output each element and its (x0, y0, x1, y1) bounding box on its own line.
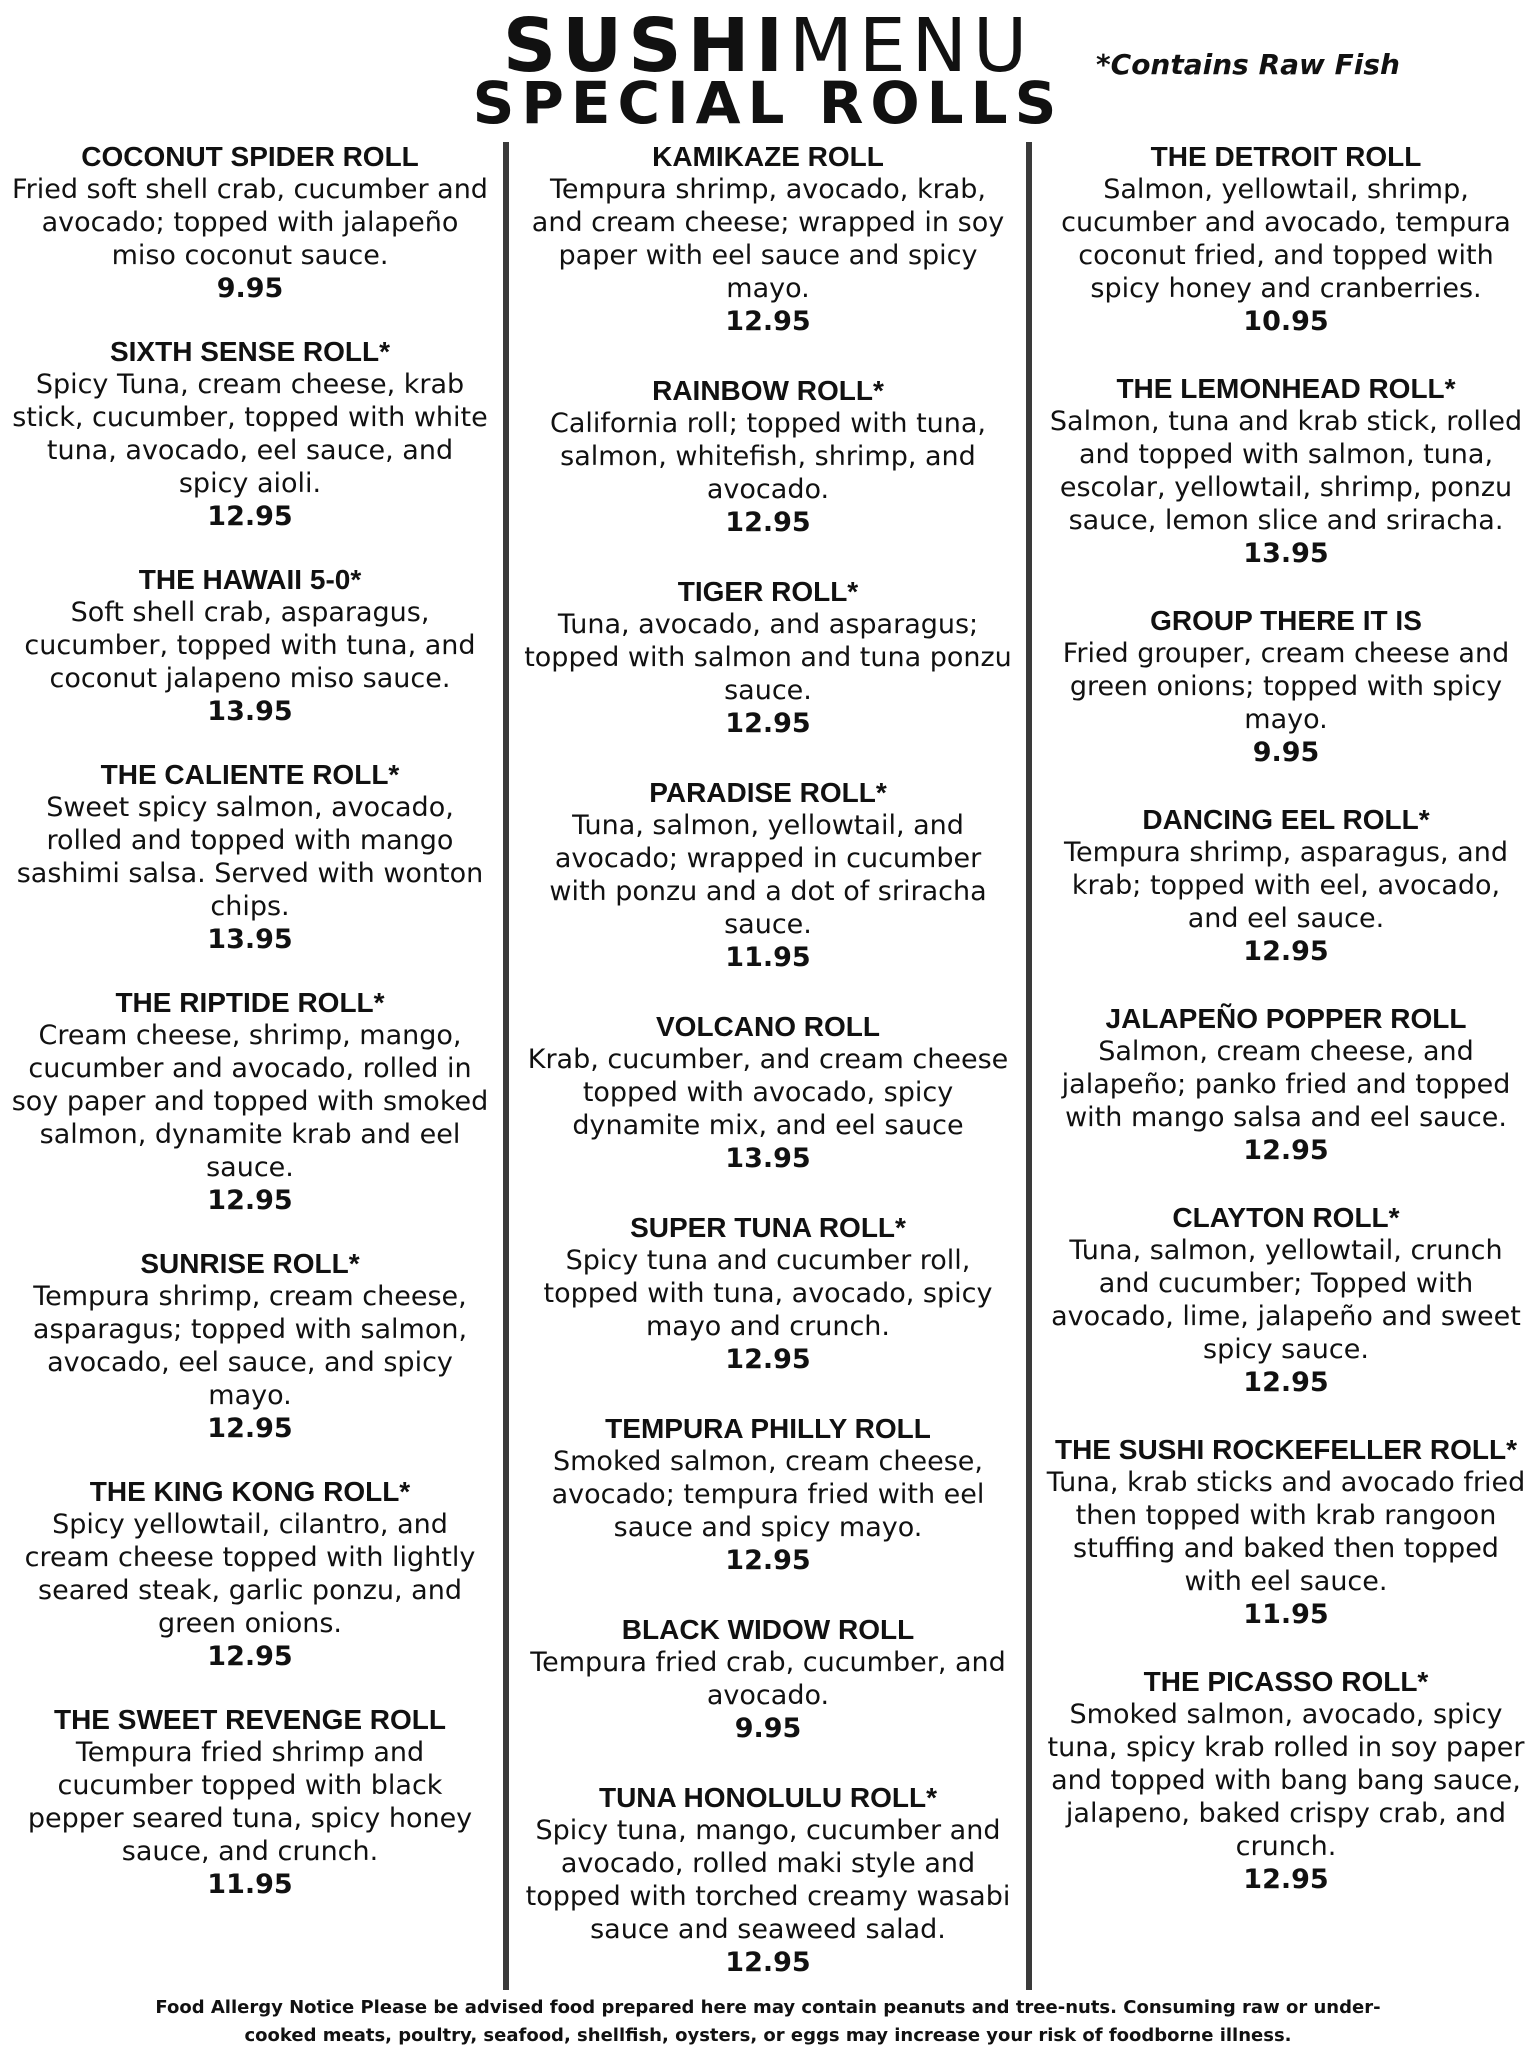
menu-item (522, 140, 1014, 338)
menu-item-price: 13.95 (207, 924, 293, 955)
menu-item-name: THE KING KONG ROLL* (89, 1476, 411, 1507)
menu-item (522, 1412, 1014, 1577)
menu-item-price: 12.95 (207, 1185, 293, 1216)
menu-item-price: 12.95 (1243, 1864, 1329, 1895)
menu-item-description: Salmon, tuna and krab stick, rolled and topped with salmon, tuna, escolar, yellowtail, shrimp, ponzu sauce, lemon slice and sriracha. (1049, 406, 1523, 536)
menu-item-name: THE LEMONHEAD ROLL* (1116, 373, 1456, 404)
menu-item-name: THE HAWAII 5-0* (138, 564, 362, 595)
menu-item (8, 1475, 492, 1673)
menu-item-price: 13.95 (207, 696, 293, 727)
column-divider (503, 142, 509, 1990)
menu-item-description: Tempura shrimp, asparagus, and krab; topped with eel, avocado, and eel sauce. (1064, 837, 1508, 934)
menu-item-name: THE DETROIT ROLL (1150, 141, 1422, 172)
menu-item (8, 758, 492, 956)
menu-item-name: TEMPURA PHILLY ROLL (605, 1413, 931, 1444)
menu-item (1044, 604, 1528, 769)
menu-item (8, 1247, 492, 1445)
menu-header (0, 0, 1536, 140)
menu-item-price: 12.95 (1243, 936, 1329, 967)
menu-item (522, 374, 1014, 539)
menu-item-name: VOLCANO ROLL (656, 1011, 880, 1042)
menu-item (1044, 1665, 1528, 1896)
menu-item-price: 12.95 (725, 1947, 811, 1978)
menu-item-name: SUNRISE ROLL* (140, 1248, 360, 1279)
menu-item-price: 10.95 (1243, 306, 1329, 337)
menu-item-description: Sweet spicy salmon, avocado, rolled and topped with mango sashimi salsa. Served with wonton chips. (16, 792, 484, 922)
menu-item (522, 1211, 1014, 1376)
menu-item-price: 12.95 (725, 306, 811, 337)
menu-item-name: KAMIKAZE ROLL (652, 141, 884, 172)
menu-item (8, 1703, 492, 1901)
menu-item-description: Tuna, krab sticks and avocado fried then topped with krab rangoon stuffing and baked then topped with eel sauce. (1046, 1467, 1526, 1597)
menu-item-description: Tuna, salmon, yellowtail, and avocado; wrapped in cucumber with ponzu and a dot of sriracha sauce. (549, 810, 987, 940)
menu-title-light: MENU (789, 3, 1034, 89)
menu-item-price: 12.95 (207, 1413, 293, 1444)
menu-item (1044, 1201, 1528, 1399)
menu-item (522, 575, 1014, 740)
menu-item (522, 1010, 1014, 1175)
menu-item-description: Fried grouper, cream cheese and green onions; topped with spicy mayo. (1062, 638, 1510, 735)
menu-item-price: 13.95 (725, 1143, 811, 1174)
menu-column-middle (522, 140, 1014, 2015)
menu-item (1044, 372, 1528, 570)
menu-item-name: PARADISE ROLL* (649, 777, 887, 808)
menu-item-price: 9.95 (734, 1713, 802, 1744)
menu-item-description: Spicy Tuna, cream cheese, krab stick, cucumber, topped with white tuna, avocado, eel sauce, and spicy aioli. (12, 369, 488, 499)
menu-item (1044, 140, 1528, 338)
menu-item-price: 9.95 (1252, 737, 1320, 768)
menu-item (8, 335, 492, 533)
menu-column-left (8, 140, 492, 1931)
menu-item-price: 12.95 (207, 501, 293, 532)
menu-item-name: THE SUSHI ROCKEFELLER ROLL* (1054, 1434, 1517, 1465)
menu-item (1044, 803, 1528, 968)
menu-item-name: GROUP THERE IT IS (1150, 605, 1422, 636)
menu-item-description: Tempura fried shrimp and cucumber topped with black pepper seared tuna, spicy honey sauce, and crunch. (27, 1737, 473, 1867)
menu-item-name: SUPER TUNA ROLL* (630, 1212, 906, 1243)
column-divider (1026, 142, 1032, 1990)
menu-item (522, 1781, 1014, 1979)
menu-item-name: DANCING EEL ROLL* (1142, 804, 1430, 835)
menu-item (1044, 1002, 1528, 1167)
menu-item-description: Spicy tuna, mango, cucumber and avocado, rolled maki style and topped with torched creamy wasabi sauce and seaweed salad. (525, 1815, 1011, 1945)
menu-item-price: 12.95 (207, 1641, 293, 1672)
menu-item-description: Tempura shrimp, cream cheese, asparagus; topped with salmon, avocado, eel sauce, and spicy mayo. (32, 1281, 468, 1411)
menu-title-bold: SUSHI (502, 3, 790, 89)
menu-item-description: Smoked salmon, avocado, spicy tuna, spicy krab rolled in soy paper and topped with bang bang sauce, jalapeno, baked crispy crab, and crunch. (1047, 1699, 1525, 1862)
menu-item-description: Soft shell crab, asparagus, cucumber, topped with tuna, and coconut jalapeno miso sauce. (24, 597, 476, 694)
menu-item-description: Tempura fried crab, cucumber, and avocado. (530, 1647, 1006, 1711)
menu-item-description: Tuna, salmon, yellowtail, crunch and cucumber; Topped with avocado, lime, jalapeño and sweet spicy sauce. (1051, 1235, 1521, 1365)
menu-item-description: Cream cheese, shrimp, mango, cucumber and avocado, rolled in soy paper and topped with smoked salmon, dynamite krab and eel sauce. (11, 1020, 489, 1183)
menu-item-name: RAINBOW ROLL* (652, 375, 884, 406)
menu-item-price: 12.95 (725, 1344, 811, 1375)
menu-item-description: Tuna, avocado, and asparagus; topped with salmon and tuna ponzu sauce. (524, 609, 1012, 706)
menu-item-description: Spicy tuna and cucumber roll, topped with tuna, avocado, spicy mayo and crunch. (543, 1245, 993, 1342)
menu-item-price: 11.95 (207, 1869, 293, 1900)
menu-item-name: JALAPEÑO POPPER ROLL (1105, 1003, 1467, 1034)
menu-item-description: Salmon, cream cheese, and jalapeño; panko fried and topped with mango salsa and eel sauce. (1061, 1036, 1511, 1133)
menu-item-name: TIGER ROLL* (677, 576, 859, 607)
menu-item-price: 12.95 (1243, 1367, 1329, 1398)
menu-item (1044, 1433, 1528, 1631)
menu-item (522, 776, 1014, 974)
raw-fish-note: *Contains Raw Fish (1096, 48, 1400, 81)
menu-item-price: 9.95 (216, 273, 284, 304)
menu-item-name: CLAYTON ROLL* (1172, 1202, 1400, 1233)
menu-item-name: BLACK WIDOW ROLL (621, 1614, 915, 1645)
menu-item (8, 140, 492, 305)
menu-item (8, 986, 492, 1217)
menu-item-price: 12.95 (1243, 1135, 1329, 1166)
menu-item-description: Fried soft shell crab, cucumber and avocado; topped with jalapeño miso coconut sauce. (12, 174, 488, 271)
menu-item-description: Salmon, yellowtail, shrimp, cucumber and avocado, tempura coconut fried, and topped with spicy honey and cranberries. (1061, 174, 1511, 304)
menu-item (8, 563, 492, 728)
menu-item-price: 11.95 (1243, 1599, 1329, 1630)
menu-item-name: THE CALIENTE ROLL* (100, 759, 400, 790)
menu-item-name: TUNA HONOLULU ROLL* (598, 1782, 938, 1813)
menu-column-right (1044, 140, 1528, 1930)
allergy-notice: Food Allergy Notice Please be advised food prepared here may contain peanuts and tree-nuts. Consuming raw or under-cooked meats, poultry, seafood, shellfish, oysters, or eggs may increase your risk of foodborne illness. (155, 1997, 1381, 2046)
menu-item-name: THE SWEET REVENGE ROLL (53, 1704, 447, 1735)
menu-item-description: Spicy yellowtail, cilantro, and cream cheese topped with lightly seared steak, garlic ponzu, and green onions. (24, 1509, 476, 1639)
menu-subtitle: SPECIAL ROLLS (472, 69, 1064, 137)
menu-item-price: 12.95 (725, 708, 811, 739)
menu-item-description: California roll; topped with tuna, salmon, whitefish, shrimp, and avocado. (549, 408, 987, 505)
menu-item-price: 11.95 (725, 942, 811, 973)
menu-item-description: Smoked salmon, cream cheese, avocado; tempura fried with eel sauce and spicy mayo. (551, 1446, 985, 1543)
menu-item-description: Tempura shrimp, avocado, krab, and cream cheese; wrapped in soy paper with eel sauce and spicy mayo. (531, 174, 1005, 304)
menu-item-price: 13.95 (1243, 538, 1329, 569)
menu-item-price: 12.95 (725, 1545, 811, 1576)
menu-item-description: Krab, cucumber, and cream cheese topped with avocado, spicy dynamite mix, and eel sauce (527, 1044, 1009, 1141)
menu-item-name: COCONUT SPIDER ROLL (81, 141, 419, 172)
menu-item-name: THE PICASSO ROLL* (1143, 1666, 1429, 1697)
menu-item-name: THE RIPTIDE ROLL* (115, 987, 385, 1018)
menu-item-price: 12.95 (725, 507, 811, 538)
menu-item-name: SIXTH SENSE ROLL* (109, 336, 391, 367)
menu-item (522, 1613, 1014, 1745)
